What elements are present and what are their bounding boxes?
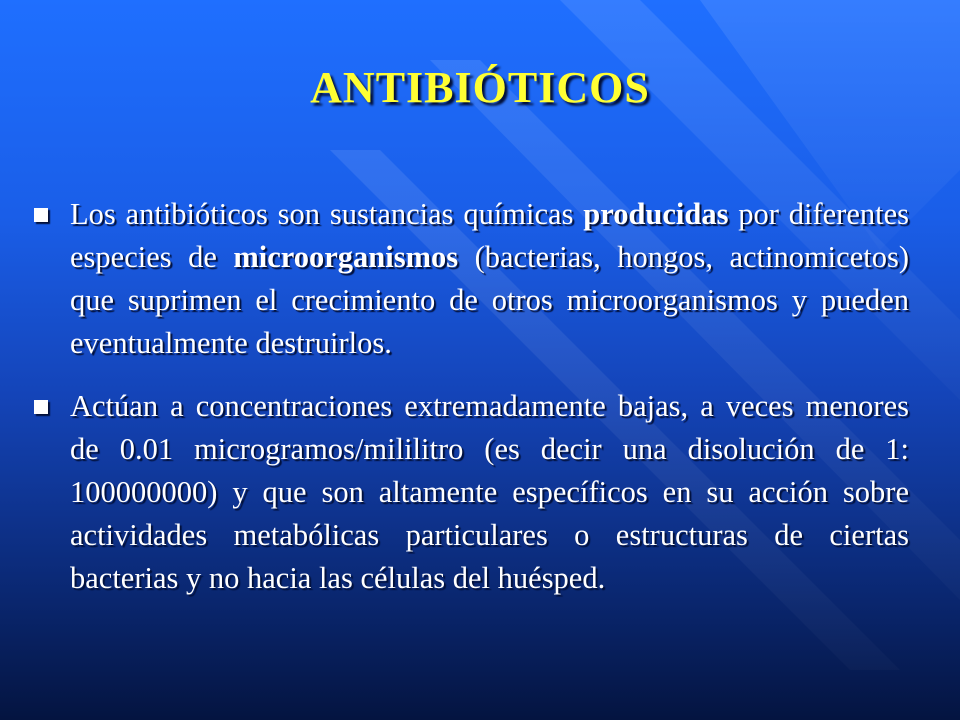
square-bullet-icon	[34, 208, 48, 222]
bullet-text-segment: Los antibióticos son sustancias químicas	[70, 197, 584, 231]
bullet-text	[70, 193, 909, 365]
bullet-item	[34, 193, 909, 365]
bullet-text-bold: microorganismos	[233, 240, 459, 274]
square-bullet-icon	[34, 400, 48, 414]
bullet-text-segment: por diferentes especies de	[70, 197, 909, 274]
slide-title: ANTIBIÓTICOS	[310, 63, 650, 112]
bullet-text-bold: producidas	[583, 197, 729, 231]
bullet-text	[70, 385, 909, 600]
bullet-text-segment: (bacterias, hongos, actinomicetos) que suprimen el crecimiento de otros microorganismos y pueden eventualmente destruirlos.	[70, 240, 909, 360]
bullet-list	[34, 193, 909, 620]
bullet-text-segment: Actúan a concentraciones extremadamente bajas, a veces menores de 0.01 microgramos/mililitro (es decir una disolución de 1: 100000000) y que son altamente específicos en su acción sobre actividades metabólicas particulares o estructuras de ciertas bacterias y no hacia las células del huésped.	[70, 389, 909, 595]
bullet-item	[34, 385, 909, 600]
